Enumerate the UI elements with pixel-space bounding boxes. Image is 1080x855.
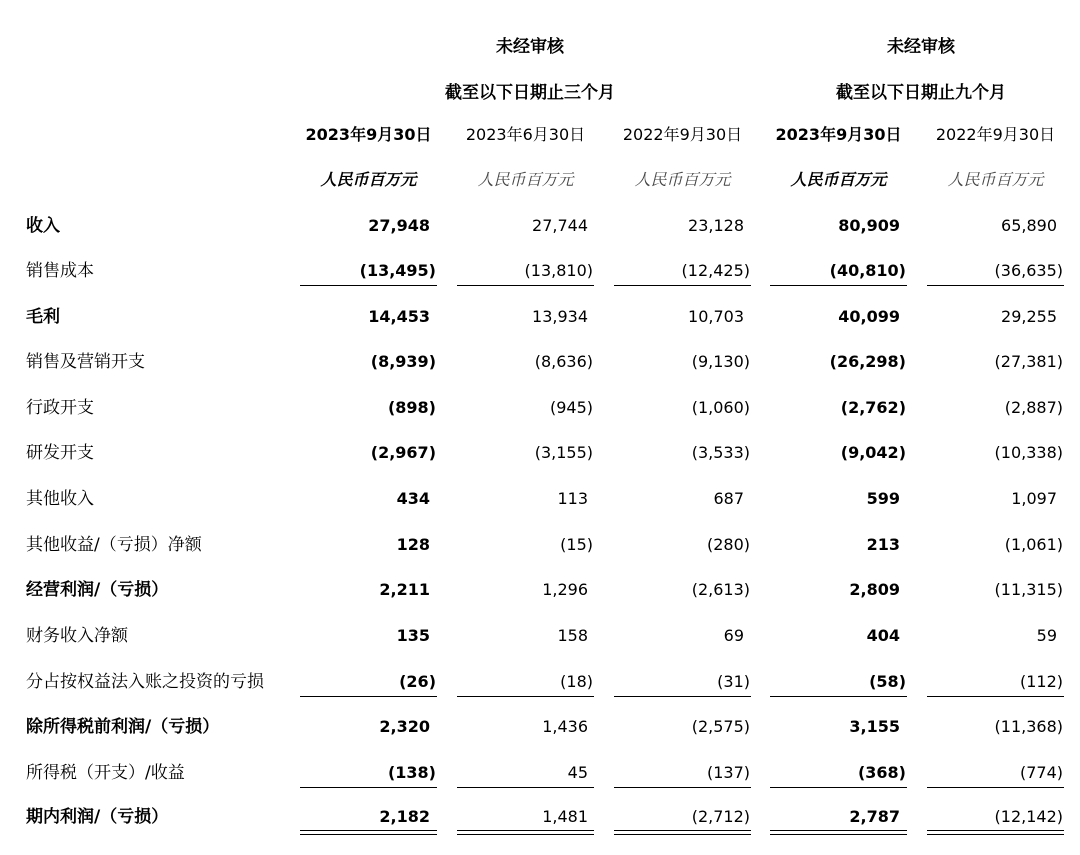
table-row (0, 802, 1080, 832)
column-date-3: 2022年9月30日 (622, 125, 743, 144)
row-value: (11,368) (994, 717, 1063, 736)
row-label: 除所得税前利润/（亏损） (26, 717, 220, 737)
row-value: 2,809 (849, 580, 900, 599)
row-value: 687 (713, 489, 744, 508)
row-value: (112) (1019, 672, 1063, 691)
row-value: 128 (396, 535, 430, 554)
subtotal-rule (614, 696, 751, 697)
subtotal-rule (770, 285, 907, 286)
row-label: 财务收入净额 (26, 626, 128, 646)
row-label: 经营利润/（亏损） (26, 580, 169, 600)
row-value: 29,255 (1001, 307, 1057, 326)
row-label: 毛利 (26, 307, 60, 327)
table-row (0, 712, 1080, 742)
row-value: 434 (396, 489, 430, 508)
table-row (0, 302, 1080, 332)
subtotal-rule (614, 285, 751, 286)
subtotal-rule (614, 787, 751, 788)
row-value: 1,481 (542, 807, 588, 826)
column-unit-2: 人民币百万元 (477, 170, 574, 189)
row-value: (8,636) (534, 352, 593, 371)
column-unit-4: 人民币百万元 (790, 170, 887, 189)
row-value: 2,320 (379, 717, 430, 736)
row-value: 404 (866, 626, 900, 645)
row-value: 23,128 (688, 216, 744, 235)
row-value: (3,533) (691, 443, 750, 462)
row-value: 27,948 (368, 216, 430, 235)
row-value: (26) (399, 672, 436, 691)
row-label: 研发开支 (26, 443, 94, 463)
row-value: (9,130) (691, 352, 750, 371)
row-value: 213 (866, 535, 900, 554)
row-value: 2,211 (379, 580, 430, 599)
table-row (0, 393, 1080, 423)
table-row (0, 211, 1080, 241)
row-value: 1,097 (1011, 489, 1057, 508)
row-value: (945) (549, 398, 593, 417)
subtotal-rule (457, 787, 594, 788)
table-row (0, 758, 1080, 788)
row-value: (18) (560, 672, 593, 691)
row-value: 2,787 (849, 807, 900, 826)
total-double-rule (457, 830, 594, 835)
table-row (0, 484, 1080, 514)
subtotal-rule (770, 696, 907, 697)
column-date-2: 2023年6月30日 (465, 125, 586, 144)
row-value: (774) (1019, 763, 1063, 782)
row-label: 分占按权益法入账之投资的亏损 (26, 672, 264, 692)
row-value: (9,042) (840, 443, 906, 462)
row-label: 行政开支 (26, 398, 94, 418)
subtotal-rule (457, 285, 594, 286)
table-row (0, 667, 1080, 697)
row-value: 158 (557, 626, 588, 645)
group-1-status: 未经审核 (496, 37, 564, 57)
row-label: 期内利润/（亏损） (26, 807, 169, 827)
table-row (0, 575, 1080, 605)
row-value: (36,635) (994, 261, 1063, 280)
subtotal-rule (300, 787, 437, 788)
subtotal-rule (770, 787, 907, 788)
row-value: 14,453 (368, 307, 430, 326)
subtotal-rule (300, 696, 437, 697)
row-value: (11,315) (994, 580, 1063, 599)
total-double-rule (614, 830, 751, 835)
row-value: (27,381) (994, 352, 1063, 371)
row-value: (2,762) (840, 398, 906, 417)
row-value: 1,436 (542, 717, 588, 736)
row-value: 59 (1036, 626, 1057, 645)
row-value: (368) (857, 763, 906, 782)
row-value: (2,613) (691, 580, 750, 599)
subtotal-rule (927, 285, 1064, 286)
row-label: 其他收益/（亏损）净额 (26, 535, 202, 555)
row-value: (3,155) (534, 443, 593, 462)
row-value: 10,703 (688, 307, 744, 326)
row-value: (31) (717, 672, 750, 691)
row-value: (40,810) (829, 261, 906, 280)
row-value: 27,744 (532, 216, 588, 235)
table-row (0, 347, 1080, 377)
subtotal-rule (927, 787, 1064, 788)
row-label: 销售及营销开支 (26, 352, 145, 372)
row-value: (898) (387, 398, 436, 417)
row-value: (12,142) (994, 807, 1063, 826)
row-value: (10,338) (994, 443, 1063, 462)
row-value: (26,298) (829, 352, 906, 371)
row-value: (1,060) (691, 398, 750, 417)
row-value: 3,155 (849, 717, 900, 736)
row-value: (2,575) (691, 717, 750, 736)
row-label: 收入 (26, 216, 60, 236)
row-value: 69 (723, 626, 744, 645)
row-label: 所得税（开支）/收益 (26, 763, 185, 783)
row-value: 113 (557, 489, 588, 508)
row-value: (137) (706, 763, 750, 782)
subtotal-rule (300, 285, 437, 286)
column-date-4: 2023年9月30日 (775, 125, 902, 144)
row-value: (13,495) (359, 261, 436, 280)
column-date-5: 2022年9月30日 (935, 125, 1056, 144)
row-value: 2,182 (379, 807, 430, 826)
column-unit-1: 人民币百万元 (320, 170, 417, 189)
column-unit-3: 人民币百万元 (634, 170, 731, 189)
row-value: 80,909 (838, 216, 900, 235)
table-row (0, 256, 1080, 286)
row-value: 599 (866, 489, 900, 508)
row-value: (8,939) (370, 352, 436, 371)
row-value: 40,099 (838, 307, 900, 326)
row-value: 135 (396, 626, 430, 645)
row-value: 1,296 (542, 580, 588, 599)
table-row (0, 530, 1080, 560)
row-value: (58) (869, 672, 906, 691)
row-value: (13,810) (524, 261, 593, 280)
column-unit-5: 人民币百万元 (947, 170, 1044, 189)
row-value: (138) (387, 763, 436, 782)
subtotal-rule (927, 696, 1064, 697)
row-value: (2,712) (691, 807, 750, 826)
row-value: 13,934 (532, 307, 588, 326)
group-2-period: 截至以下日期止九个月 (836, 83, 1006, 103)
total-double-rule (927, 830, 1064, 835)
row-value: (15) (560, 535, 593, 554)
total-double-rule (770, 830, 907, 835)
row-value: 65,890 (1001, 216, 1057, 235)
row-value: 45 (567, 763, 588, 782)
row-value: (1,061) (1004, 535, 1063, 554)
subtotal-rule (457, 696, 594, 697)
row-value: (12,425) (681, 261, 750, 280)
row-value: (2,887) (1004, 398, 1063, 417)
row-value: (280) (706, 535, 750, 554)
table-row (0, 621, 1080, 651)
total-double-rule (300, 830, 437, 835)
row-value: (2,967) (370, 443, 436, 462)
group-1-period: 截至以下日期止三个月 (445, 83, 615, 103)
group-2-status: 未经审核 (887, 37, 955, 57)
table-row (0, 438, 1080, 468)
row-label: 其他收入 (26, 489, 94, 509)
column-date-1: 2023年9月30日 (305, 125, 432, 144)
row-label: 销售成本 (26, 261, 94, 281)
